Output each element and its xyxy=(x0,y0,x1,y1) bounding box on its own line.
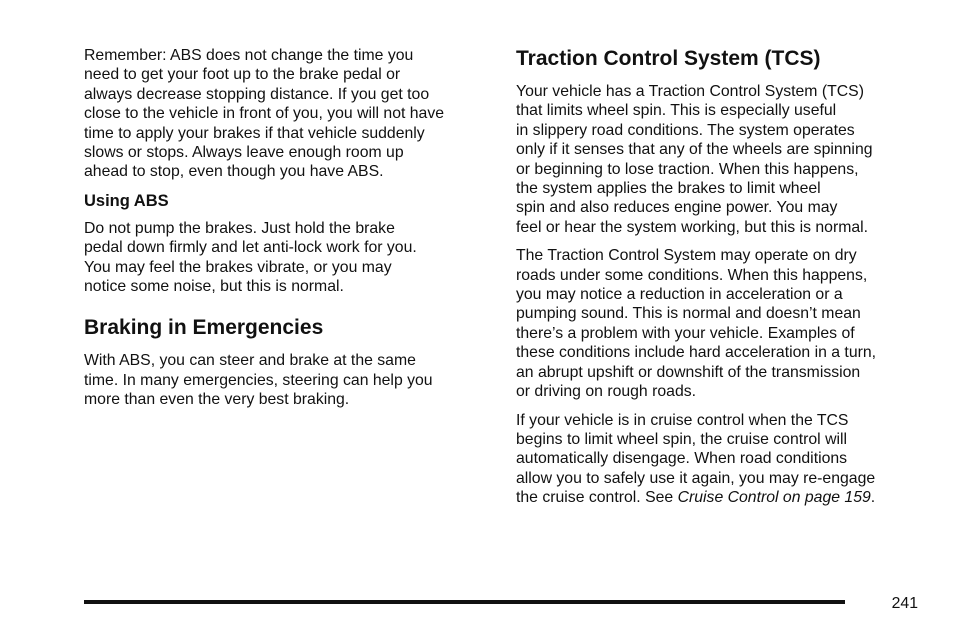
braking-emergencies-heading: Braking in Emergencies xyxy=(84,316,324,340)
page-number: 241 xyxy=(891,595,918,612)
cruise-control-reference: Cruise Control on page 159 xyxy=(677,489,871,507)
braking-emergencies-paragraph: With ABS, you can steer and brake at the same time. In many emergencies, steering can help you more than even the very best braking. xyxy=(84,352,433,409)
left-column xyxy=(84,46,484,410)
tcs-paragraph-3-end: . xyxy=(870,489,876,507)
tcs-paragraph-3 xyxy=(516,411,922,508)
footer-rule xyxy=(84,600,845,604)
right-column xyxy=(516,46,922,508)
tcs-heading: Traction Control System (TCS) xyxy=(516,47,821,70)
using-abs-heading: Using ABS xyxy=(84,191,169,210)
tcs-paragraph-1: Your vehicle has a Traction Control System (TCS) that limits wheel spin. This is especially useful in slippery road conditions. The system operates only if it senses that any of the wheels are spinning or beginning to lose traction. When this happens, the system applies the brakes to limit wheel spin and also reduces engine power. You may feel or hear the system working, but this is normal. xyxy=(516,83,873,236)
using-abs-paragraph: Do not pump the brakes. Just hold the brake pedal down firmly and let anti-lock work for you. You may feel the brakes vibrate, or you may notice some noise, but this is normal. xyxy=(84,219,417,296)
abs-reminder-paragraph: Remember: ABS does not change the time you need to get your foot up to the brake pedal or always decrease stopping distance. If you get too close to the vehicle in front of you, you will not have time to apply your brakes if that vehicle suddenly slows or stops. Always leave enough room up ahead to stop, even though you have ABS. xyxy=(84,47,445,181)
tcs-paragraph-2: The Traction Control System may operate on dry roads under some conditions. When this happens, you may notice a reduction in acceleration or a pumping sound. This is normal and doesn’t mean there’s a problem with your vehicle. Examples of these conditions include hard acceleration in a turn, an abrupt upshift or downshift of the transmission or driving on rough roads. xyxy=(516,247,877,401)
tcs-paragraph-3-text: If your vehicle is in cruise control when the TCS begins to limit wheel spin, the cruise control will automatically disengage. When road conditions allow you to safely use it again, you may re-engage the cruise control. See xyxy=(516,411,876,507)
